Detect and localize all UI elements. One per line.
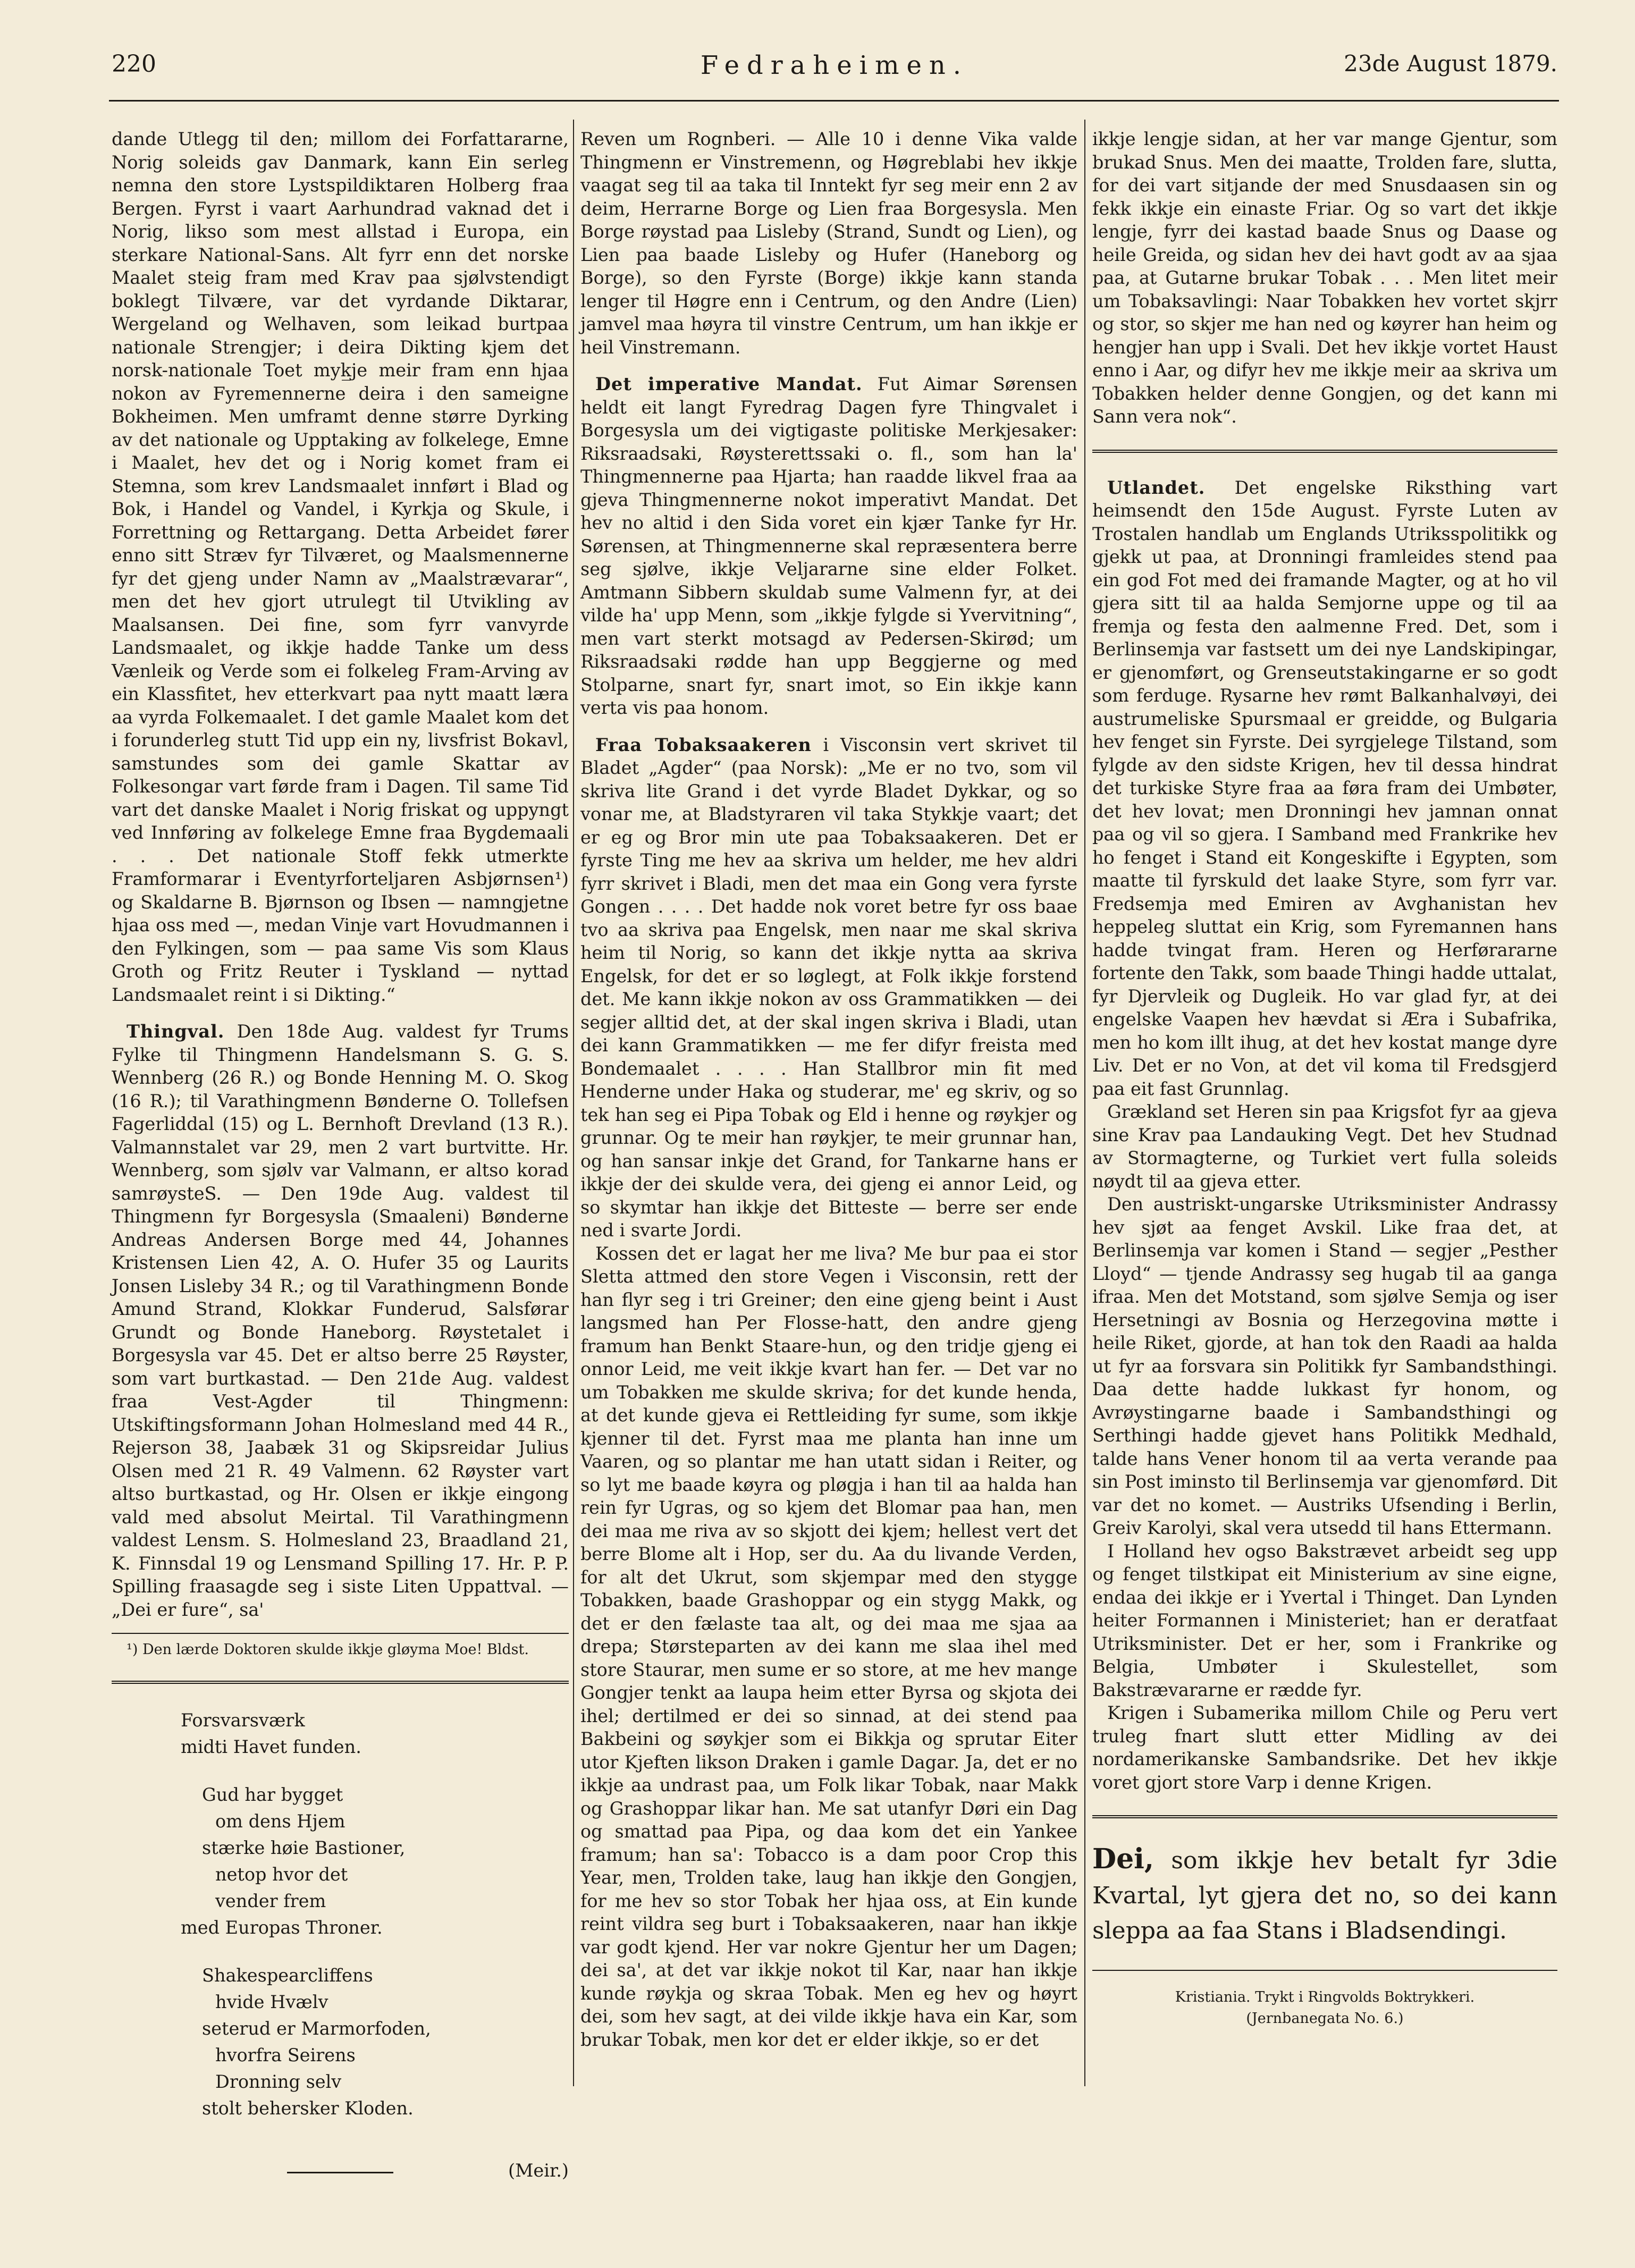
article-text [1092, 476, 1557, 1101]
issue-date: 23de August 1879. [1344, 50, 1557, 77]
article-text [112, 1020, 569, 1621]
page-header [112, 50, 1557, 98]
section-heading: Thingval. [127, 1021, 225, 1042]
article-body: Den 18de Aug. valdest fyr Trums Fylke til Thingmenn Handelsmann S. G. S. Wennberg (26 R.) og Bonde Henning M. O. Skog (16 R.); til Varathingmenn Bønderne O. Tollefsen Fagerliddal (15) og L. Bernhoft Drevland (13 R.). Valmannstalet var 29, men 2 vart burtvitte. Hr. Wennberg, som sjølv var Valmann, er altso korad samrøysteS. — Den 19de Aug. valdest til Thingmenn fyr Borgesysla (Smaaleni) Bønderne Andreas Andersen Borge med 44, Johannes Kristensen Lien 42, A. O. Hufer 35 og Laurits Jonsen Lisleby 34 R.; og til Varathingmenn Bonde Amund Strand, Klokkar Funderud, Salsførar Grundt og Bonde Haneborg. Røystetalet i Borgesysla var 45. Det er altso berre 25 Røyster, som vart burtkastad. — Den 21de Aug. valdest fraa Vest-Agder til Thingmenn: Utskiftingsformann Johan Holmesland med 44 R., Rejerson 38, Jaabæk 31 og Skipsreidar Julius Olsen med 21 R. 49 Valmenn. 62 Røyster vart altso burtkastad, og Hr. Olsen er ikkje eingong vald med absolut Meirtal. Til Varathingmenn valdest Lensm. S. Holmesland 23, Braadland 21, K. Finnsdal 19 og Lensmand Spilling 17. Hr. P. P. Spilling fraasagde seg i siste Liten Uppattval. — „Dei er fure“, sa' [112, 1021, 569, 1620]
subscription-notice [1092, 1842, 1557, 1949]
section-separator [1092, 450, 1557, 453]
article-text: dande Utlegg til den; millom dei Forfattararne, Norig soleids gav Danmark, kann Ein serleg nemna den store Lystspildiktaren Holberg fraa Bergen. Fyrst i vaart Aarhundrad vaknad det i Norig, likso som mest allstad i Europa, ein sterkare National-Sans. Alt fyrr enn det norske Maalet steig fram med Krav paa sjølvstendigt boklegt Tilvære, var det vyrdande Diktarar, Wergeland og Welhaven, som leikad burtpaa nationale Strengjer; i deira Dikting kjem det norsk-nationale Toet myk̲je meir fram enn hjaa nokon av Fyremennerne deira i den sameigne Bokheimen. Men umframt denne større Dyrking av det nationale og Upptaking av folkelege, Emne i Maalet, hev det og i Norig komet fram ei Stemna, som krev Landsmaalet innført i Blad og Bok, i Handel og Vandel, i Kyrkja og Skule, i Forrettning og Rettargang. Detta Arbeidet fører enno sitt Stræv fyr Tilværet, og Maalsmennerne fyr det gjeng under Namn av „Maalstrævarar“, men det hev gjort utrulegt til Utvikling av Maalsansen. Dei fine, som fyrr vanvyrde Landsmaalet, og ikkje hadde Tanke um dess Vænleik og Verde som ei folkeleg Fram-Arving av ein Klassfitet, hev etterkvart paa nytt maatt læra aa vyrda Folkemaalet. I det gamle Maalet kom det i forunderleg stutt Tid upp ein ny, livsfrist Bokavl, samstundes som dei gamle Skattar av Folkesongar vart førde fram i Dagen. Til same Tid vart det danske Maalet i Norig friskat og uppyngt ved Innføring av folkelege Emne fraa Bygdemaali . . . Det nationale Stoff fekk utmerkte Framformarar i Eventyrforteljaren Asbjørnsen¹) og Skaldarne B. Bjørnson og Ibsen — namngjetne hjaa oss med —, medan Vinje vart Hovudmannen i den Fylkingen, som — paa same Vis som Klaus Groth og Fritz Reuter i Tyskland — nyttad Landsmaalet reint i si Dikting.“ [112, 129, 569, 1005]
poem [112, 1707, 569, 2122]
poem-line: midti Havet funden. [181, 1736, 361, 1757]
poem-end [112, 2154, 569, 2191]
poem-line: vender frem [215, 1891, 326, 1911]
imprint-line: (Jernbanegata No. 6.) [1246, 2010, 1404, 2027]
poem-line: stærke høie Bastioner, [202, 1837, 406, 1858]
notice-lead: Dei, [1092, 1843, 1154, 1875]
poem-line: Shakespearcliffens [202, 1965, 373, 1986]
footnote-rule [112, 1633, 569, 1634]
poem-line: stolt behersker Kloden. [202, 2098, 414, 2119]
poem-line: seterud er Marmorfoden, [202, 2018, 431, 2039]
poem-line: hvorfra Seirens [215, 2045, 356, 2065]
header-rule [109, 100, 1559, 102]
imprint [1092, 1987, 1557, 2029]
poem-line: netop hvor det [215, 1864, 348, 1885]
end-dash [287, 2172, 393, 2173]
section-separator [112, 1681, 569, 1684]
poem-line: Dronning selv [215, 2071, 342, 2092]
poem-line: Gud har bygget [202, 1784, 343, 1805]
article-text: I Holland hev ogso Bakstrævet arbeidt seg upp og fenget tilstkipat eit Ministerium av sine eigne, endaa dei ikkje er i Yvertal i Thinget. Dan Lynden heiter Formannen i Ministeriet; han er deratfaat Utriksminister. Det er her, som i Frankrike og Belgia, Umbøter i Skulestellet, som Bakstrævararne er rædde fyr. [1092, 1540, 1557, 1700]
article-text: Den austriskt-ungarske Utriksminister Andrassy hev sjøt aa fenget Avskil. Like fraa det, at Berlinsemja var komen i Stand — segjer „Pesther Lloyd“ — tjende Andrassy seg hugab til aa ganga ifraa. Men det Motstand, som sjølve Semja og iser Hersetningi av Bosnia og Herzegovina møtte i heile Riket, gjorde, at han tok den Raadi aa halda ut fyr aa forsvara sin Politikk fyr Sambandsthingi. Daa dette hadde lukkast fyr honom, og Avrøystingarne baade i Sambandsthingi og Serthingi hadde gjevet hans Politikk Medhald, talde hans Vener honom til aa verta verande paa sin Post iminsto til Berlinsemja var gjenomførd. Dit var det no komet. — Austriks Ufsending i Berlin, Greiv Karolyi, skal vera utsedd til hans Ettermann. [1092, 1194, 1557, 1538]
article-text: ikkje lengje sidan, at her var mange Gjentur, som brukad Snus. Men dei maatte, Trolden fare, slutta, for dei vart sitjande der med Snusdaasen sin og fekk ikkje ein einaste Friar. Og so vart det ikkje lengje, fyrr dei kastad baade Snus og Daase og heile Greida, og sidan hev dei havt godt av aa sjaa paa, at Gutarne brukar Tobak . . . Men litet meir um Tobaksavlingi: Naar Tobakken hev vortet skjrr og stor, so skjer me han ned og køyrer han heim og hengjer han upp i Svali. Det hev ikkje vortet Haust enno i Aar, og difyr hev me ikkje meir aa skriva um Tobakken helder denne Gongjen, og det kann mi Sann vera nok“. [1092, 129, 1557, 427]
column-3 [1092, 128, 1557, 2029]
section-heading: Det imperative Mandat. [595, 374, 863, 394]
continued-note: (Meir.) [508, 2160, 569, 2181]
article-body: Det engelske Riksthing vart heimsendt den 15de August. Fyrste Luten av Trostalen handlab um Englands Utriksspolitikk og gjekk ut paa, at Dronningi framleides stend paa ein god Fot med dei framande Magter, og at ho vil gjera sitt til aa halda Semjorne uppe og til aa fremja og festa den aalmenne Fred. Det, som i Berlinsemja var fastsett um dei nye Landskipingar, er gjenomført, og Grenseutstakingarne er so godt som ferduge. Rysarne hev rømt Balkanhalvøyi, dei austrumeliske Spursmaal er greidde, og Bulgaria hev fenget sin Fyrste. Dei syrgjelege Tilstand, som fylgde av den sidste Krigen, hev til dessa hindrat det turkiske Styre fraa aa føra fram dei Umbøter, det hev lovat; men Dronningi hev jamnan onnat paa og vil so gjera. I Samband med Frankrike hev ho fenget i Stand eit Kongeskifte i Egypten, som maatte til fyrskuld det laake Styre, som fyrr var. Fredsemja med Emiren av Avghanistan hev heppeleg sluttat ein Krig, som Fyremannen hans hadde tvingat fram. Heren og Herførararne fortente den Takk, som baade Thingi hadde uttalat, fyr Djervleik og Dugleik. Ho var glad fyr, at dei engelske Vaapen hev hævdat si Æra i Subafrika, men ho kom illt ihug, at det hev kostat mange dyre Liv. Det er no Von, at det vil koma til Fredsgjerd paa eit fast Grunnlag. [1092, 477, 1557, 1099]
masthead-title: Fedraheimen. [700, 50, 969, 80]
poem-line: med Europas Throner. [181, 1917, 383, 1938]
column-2 [580, 128, 1077, 2051]
article-text: Grækland set Heren sin paa Krigsfot fyr aa gjeva sine Krav paa Landauking Vegt. Det hev Studnad av Stormagterne, og Turkiet vert fulla soleids nøydt til aa gjeva etter. [1092, 1101, 1557, 1192]
section-separator [1092, 1815, 1557, 1818]
notice-text: som ikkje hev betalt fyr 3die Kvartal, lyt gjera det no, so dei kann sleppa aa faa Stans i Bladsendingi. [1092, 1847, 1557, 1944]
imprint-rule [1092, 1970, 1557, 1971]
imprint-line: Kristiania. Trykt i Ringvolds Boktrykkeri. [1175, 1989, 1475, 2005]
poem-line: hvide Hvælv [215, 1992, 328, 2012]
article-text: Krigen i Subamerika millom Chile og Peru vert truleg fnart slutt etter Midling av dei nordamerikanske Sambandsrike. Det hev ikkje voret gjort store Varp i denne Krigen. [1092, 1702, 1557, 1793]
article-text [580, 373, 1077, 720]
section-heading: Fraa Tobaksaakeren [595, 734, 812, 755]
section-heading: Utlandet. [1107, 477, 1206, 498]
column-divider [1084, 120, 1085, 2086]
article-body: Fut Aimar Sørensen heldt eit langt Fyredrag Dagen fyre Thingvalet i Borgesysla um dei vigtigaste politiske Merkjesaker: Riksraadsaki, Røysterettssaki o. fl., som han la' Thingmennerne paa Hjarta; han raadde likvel fraa aa gjeva Thingmennerne nokot imperativt Mandat. Det hev no altid i den Sida voret ein kjær Tanke fyr Hr. Sørensen, at Thingmennerne skal repræsentera berre seg sjølve, ikkje Veljararne sine elder Folket. Amtmann Sibbern skuldab sume Valmenn fyr, at dei vilde ha' upp Menn, som „ikkje fylgde si Yvervitning“, men vart sterkt motsagd av Pedersen-Skirød; um Riksraadsaki rødde han upp Beggjerne og med Stolparne, snart fyr, snart imot, so Ein ikkje kann verta vis paa honom. [580, 374, 1077, 718]
article-text: Kossen det er lagat her me liva? Me bur paa ei stor Sletta attmed den store Vegen i Visconsin, rett der han flyr seg i tri Greiner; den eine gjeng beint i Aust langsmed han Per Flosse-hatt, den andre gjeng framum han Benkt Staare-hun, og den tridje gjeng ei onnor Leid, me veit ikkje kvart han fer. — Det var no um Tobakken me skulde skriva; for det kunde henda, at det kunde gjeva ei Rettleiding fyr sume, som ikkje kjenner til det. Fyrst maa me planta han inne um Vaaren, og so plantar me han utatt sidan i Reiter, og so lyt me baade køyra og pløgja i han til aa halda han rein fyr Ugras, og so kjem det Blomar paa han, men dei maa me riva av so skjott dei kjem; hellest vert det berre Blome alt i Hop, ser du. Aa du livande Verden, for alt det Ukrut, som skjempar med den stygge Tobakken, baade Grashoppar og ein stygg Makk, og det er den fælaste taa alt, og dei maa me sjaa aa drepa; Størsteparten av dei kann me slaa ihel med store Staurar, men sume er so store, at me hev mange Gongjer tenkt aa laupa heim etter Byrsa og skjota dei ihel; dertilmed er dei so sinnad, at dei stend paa Bakbeini og søykjer som ei Bikkja og sprutar Eiter utor Kjeften likson Draken i gamle Dagar. Ja, det er no ikkje aa undrast paa, um Folk likar Tobak, naar Makk og Grashoppar likar han. Me sat utanfyr Døri ein Dag og smattad paa Pipa, og daa kom det ein Yankee framum; han sa': Tobacco is a dam poor Crop this Year, men, Trolden take, laug han ikkje den Gongjen, for me hev so stor Tobak her hjaa oss, at Ein kunde reint vildra seg burt i Tobaksaakeren, naar han ikkje var godt kjend. Her var nokre Gjentur her um Dagen; dei sa', at det var ikkje nokot til Kar, naar han ikkje kunde røykja og skraa Tobak. Men eg hev og høyrt dei, som hev sagt, at dei vilde ikkje hava ein Kar, som brukar Tobak, men kor det er elder ikkje, so er det [580, 1243, 1077, 2050]
footnote: ¹) Den lærde Doktoren skulde ikkje gløyma Moe! Bldst. [127, 1641, 529, 1658]
article-text [580, 733, 1077, 1242]
page-number: 220 [112, 50, 156, 78]
article-body: i Visconsin vert skrivet til Bladet „Agder“ (paa Norsk): „Me er no tvo, som vil skriva lite Grand i det vyrde Bladet Dykkar, og so vonar me, at Bladstyraren vil taka Stykkje vaart; det er eg og Bror min ute paa Tobaksaakeren. Det er fyrste Ting me hev aa skriva um helder, me hev aldri fyrr skrivet i Bladi, men det maa ein Gong vera fyrste Gongen . . . . Det hadde nok voret betre fyr oss baae tvo aa skriva paa Engelsk, men naar me skal skriva heim til Norig, so kann det ikkje nytta aa skriva Engelsk, for det er so løglegt, at Folk ikkje forstend det. Me kann ikkje nokon av oss Grammatikken — dei segjer alltid det, at der skal ingen skriva i Bladi, utan dei kann Grammatikken — me fer difyr freista med Bondemaalet . . . . Han Stallbror min fit med Henderne under Haka og studerar, me' eg skriv, og so tek han seg ei Pipa Tobak og Eld i henne og røykjer og grunnar. Og te meir han røykjer, te meir grunnar han, og han sansar inkje det Grand, for Tankarne hans er ikkje der dei skulde vera, dei gjeng ei annor Leid, og so skymtar han ikkje det Bitteste — berre ser ende ned i svarte Jordi. [580, 734, 1078, 1241]
poem-line: om dens Hjem [215, 1811, 345, 1832]
poem-line: Forsvarsværk [181, 1710, 305, 1731]
column-divider [573, 120, 574, 2086]
column-1 [112, 128, 569, 2191]
article-text: Reven um Rognberi. — Alle 10 i denne Vika valde Thingmenn er Vinstremenn, og Høgreblabi hev ikkje vaagat seg til aa taka til Inntekt fyr seg meir enn 2 av deim, Herrarne Borge og Lien fraa Borgesysla. Men Borge røystad paa Lisleby (Strand, Sundt og Lien), og Lien paa baade Lisleby og Hufer (Haneborg og Borge), so den Fyrste (Borge) ikkje kann standa lenger til Høgre enn i Centrum, og den Andre (Lien) jamvel maa høyra til vinstre Centrum, um han ikkje er heil Vinstremann. [580, 129, 1077, 358]
